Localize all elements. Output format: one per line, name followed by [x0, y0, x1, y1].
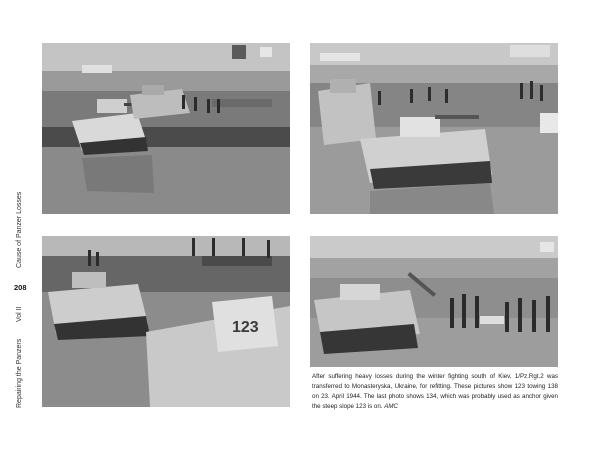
- photo-tank-on-riverbank: [310, 236, 558, 367]
- running-head: [10, 0, 30, 452]
- page-number: 208: [14, 283, 27, 292]
- photo-tank-towing-tank: [310, 43, 558, 214]
- volume-label: Vol II: [16, 306, 23, 322]
- chapter-title: Repairing the Panzers: [16, 338, 23, 408]
- turret-number: 123: [232, 319, 259, 336]
- photo-caption: [312, 372, 558, 412]
- photo-tank-crossing-river: [42, 43, 290, 214]
- section-title: Cause of Panzer Losses: [16, 191, 23, 268]
- photo-tank-123-closeup: [42, 236, 290, 407]
- caption-text: After suffering heavy losses during the winter fighting south of Kiev, 1/Pz.Rgt.2 was transferred to Monasteryska, Ukraine, for refitting. These pictures show 123 towing 138 on 23. April 1944. The last photo shows 134, which was probably used as anchor given the steep slope 123 is on.: [312, 373, 558, 410]
- photo-credit: AMC: [384, 403, 399, 410]
